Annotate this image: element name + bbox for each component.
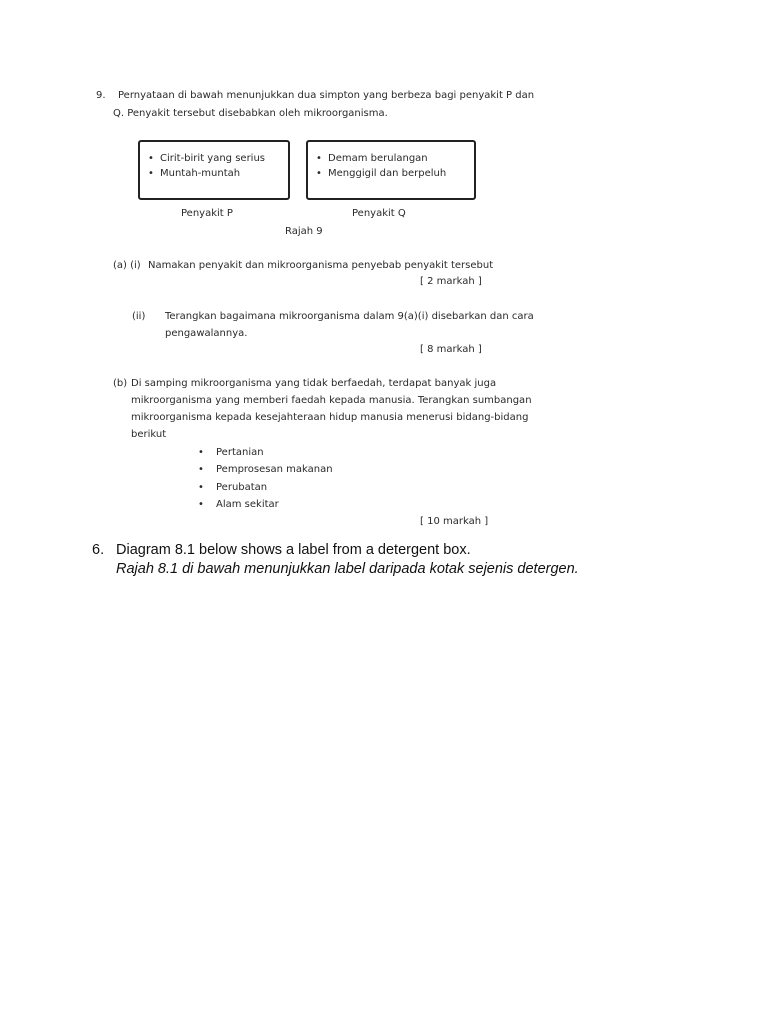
part-a-i-text: Namakan penyakit dan mikroorganisma penyebab penyakit tersebut: [148, 260, 494, 271]
part-b-field-item: • Perubatan: [198, 482, 267, 493]
symptom-p-item: • Cirit-birit yang serius: [140, 151, 288, 166]
question-stem-line1: Pernyataan di bawah menunjukkan dua simpton yang berbeza bagi penyakit P dan: [118, 90, 535, 101]
symptom-q-item: • Demam berulangan: [308, 151, 474, 166]
part-b-marks: [ 10 markah ]: [420, 516, 489, 527]
question-number: 9.: [96, 90, 106, 101]
part-a-ii-line1: Terangkan bagaimana mikroorganisma dalam 9(a)(i) disebarkan dan cara: [165, 311, 534, 322]
figure-caption: Rajah 9: [285, 226, 323, 237]
question-6-malay: Rajah 8.1 di bawah menunjukkan label daripada kotak sejenis detergen.: [116, 561, 579, 577]
part-b-line2: mikroorganisma yang memberi faedah kepada manusia. Terangkan sumbangan: [131, 395, 532, 406]
question-6-number: 6.: [92, 542, 105, 558]
part-b-field-item: • Pertanian: [198, 447, 264, 458]
part-a-i-marks: [ 2 markah ]: [420, 276, 482, 287]
symptom-p-item: • Muntah-muntah: [140, 166, 288, 181]
part-a-ii-label: (ii): [132, 311, 146, 322]
box-q-label: Penyakit Q: [352, 208, 406, 219]
symptom-box-q: [306, 140, 476, 200]
part-b-field-item: • Pemprosesan makanan: [198, 464, 333, 475]
part-b-label: (b): [113, 378, 128, 389]
part-a-ii-line2: pengawalannya.: [165, 328, 248, 339]
part-b-line4: berikut: [131, 429, 167, 440]
part-b-field-item: • Alam sekitar: [198, 499, 279, 510]
part-a-ii-marks: [ 8 markah ]: [420, 344, 482, 355]
part-b-line1: Di samping mikroorganisma yang tidak berfaedah, terdapat banyak juga: [131, 378, 497, 389]
box-p-label: Penyakit P: [181, 208, 233, 219]
question-stem-line2: Q. Penyakit tersebut disebabkan oleh mikroorganisma.: [113, 108, 388, 119]
part-a-i-label: (a) (i): [113, 260, 141, 271]
question-6-english: Diagram 8.1 below shows a label from a detergent box.: [116, 542, 471, 558]
symptom-q-item: • Menggigil dan berpeluh: [308, 166, 474, 181]
symptom-box-p: [138, 140, 290, 200]
part-b-line3: mikroorganisma kepada kesejahteraan hidup manusia menerusi bidang-bidang: [131, 412, 529, 423]
